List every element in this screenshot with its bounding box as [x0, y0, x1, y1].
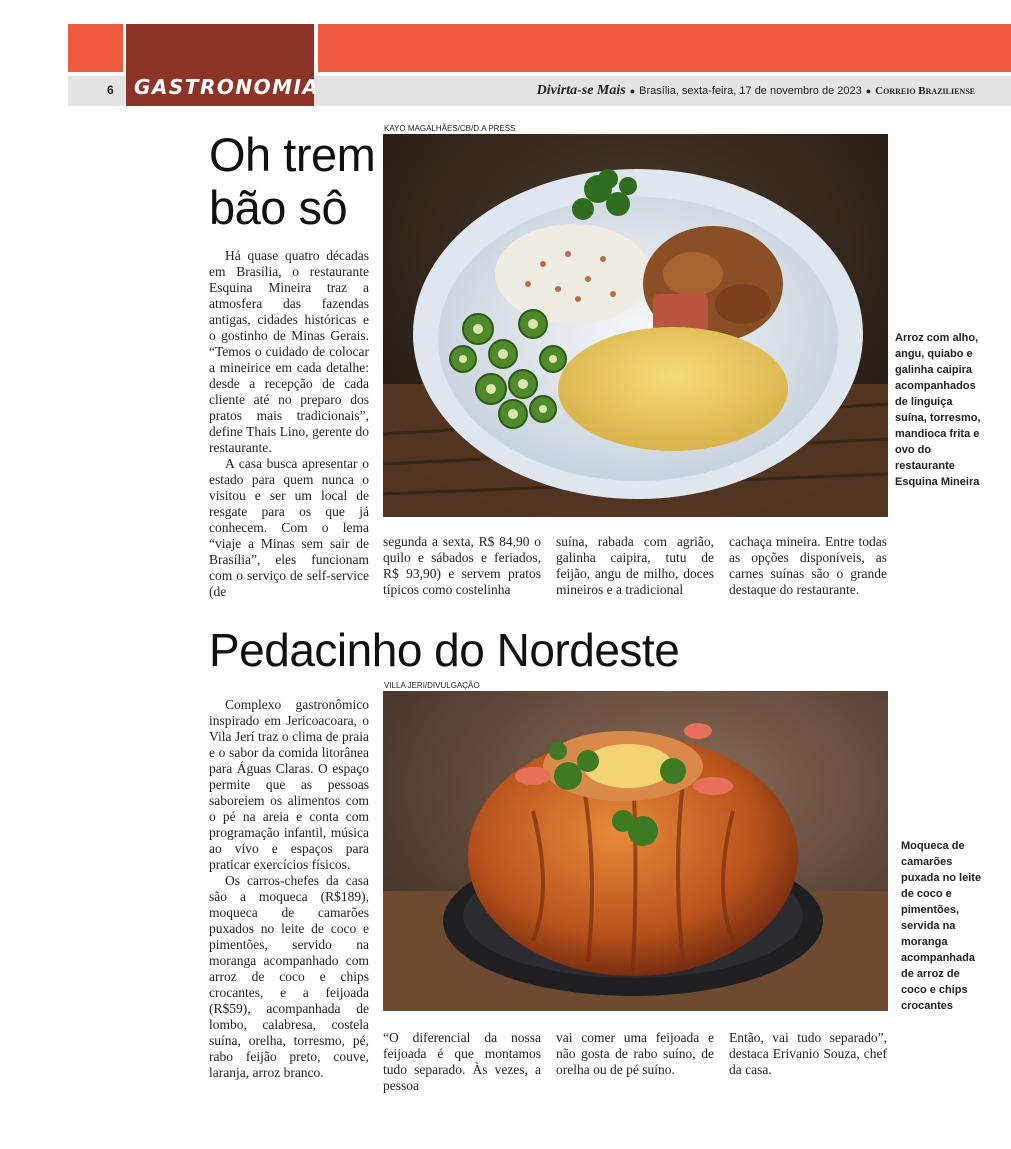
- paragraph: segunda a sexta, R$ 84,90 o quilo e sábados e feriados, R$ 93,90) e servem pratos típicos como costelinha: [383, 534, 541, 597]
- header-dateline: [537, 83, 975, 99]
- paragraph: cachaça mineira. Entre todas as opções disponíveis, as carnes suínas são o grande destaque do restaurante.: [729, 534, 887, 597]
- photo-credit: VILLA JERI/DIVULGAÇÃO: [384, 681, 480, 690]
- paragraph: Os carros-chefes da casa são a moqueca (R$189), moqueca de camarões puxados no leite de coco e pimentões, servido na moranga acompanhado com arroz de coco e chips crocantes, e a feijoada (R$59), acompanhada de lombo, calabresa, costela suína, orelha, torresmo, pé, rabo feijão preto, couve, laranja, arroz branco.: [209, 873, 369, 1080]
- article-column-2: [383, 534, 541, 598]
- article-column-1: [209, 697, 369, 1081]
- page-number: 6: [107, 83, 114, 97]
- bullet-icon: ●: [865, 86, 872, 96]
- supplement-name: Divirta-se Mais: [536, 83, 626, 98]
- food-plate-photo: [383, 134, 888, 517]
- article-column-4: [729, 1030, 887, 1078]
- dateline-text: Brasília, sexta-feira, 17 de novembro de 2023: [639, 85, 862, 97]
- paragraph: Complexo gastronômico inspirado em Jericoacoara, o Vila Jerí traz o clima de praia e o sabor da comida litorânea para Águas Claras. O espaço permite que as pessoas saboreiem os alimentos com o pé na areia e conta com programação infantil, música ao vivo e espaços para praticar exercícios físicos.: [209, 697, 369, 872]
- photo-caption: Arroz com alho, angu, quiabo e galinha caipira acompanhados de linguiça suína, torresmo, mandioca frita e ovo do restaurante Esquina Mineira: [895, 332, 981, 488]
- bullet-icon: ●: [629, 86, 636, 96]
- article-column-1: [209, 248, 369, 600]
- article-column-2: [383, 1030, 541, 1094]
- article-title: Pedacinho do Nordeste: [209, 624, 680, 676]
- article-column-3: [556, 1030, 714, 1078]
- photo-credit: KAYO MAGALHÃES/CB/D.A PRESS: [384, 124, 516, 133]
- article-column-3: [556, 534, 714, 598]
- header-band-right: [318, 24, 1011, 72]
- paragraph: A casa busca apresentar o estado para quem nunca o visitou e ser um local de resgate para os que já conhecem. Com o lema “viaje a Minas sem sair de Brasília”, eles funcionam com o serviço de self-service (de: [209, 456, 369, 599]
- paragraph: vai comer uma feijoada e não gosta de rabo suíno, de orelha ou de pé suíno.: [556, 1030, 714, 1077]
- paragraph: Então, vai tudo separado”, destaca Erivanio Souza, chef da casa.: [729, 1030, 887, 1077]
- header-band-left: [68, 24, 123, 72]
- article-column-4: [729, 534, 887, 598]
- newspaper-name: Correio Braziliense: [875, 85, 975, 97]
- section-name: GASTRONOMIA: [134, 75, 320, 99]
- paragraph: Há quase quatro décadas em Brasília, o restaurante Esquina Mineira traz a atmosfera das fazendas antigas, cidades históricas e o gostinho de Minas Gerais. “Temos o cuidado de colocar a mineirice em cada detalhe: desde a recepção de cada cliente até no preparo dos pratos mais tradicionais”, define Thais Lino, gerente do restaurante.: [209, 248, 369, 455]
- paragraph: suína, rabada com agrião, galinha caipira, tutu de feijão, angu de milho, doces mineiros e a tradicional: [556, 534, 714, 597]
- paragraph: “O diferencial da nossa feijoada é que montamos tudo separado. Às vezes, a pessoa: [383, 1030, 541, 1093]
- photo-caption: Moqueca de camarões puxada no leite de coco e pimentões, servida na moranga acompanhada de arroz de coco e chips crocantes: [901, 840, 982, 1012]
- pumpkin-moqueca-photo: [383, 691, 888, 1011]
- article-title: Oh trem bão sô: [209, 128, 376, 234]
